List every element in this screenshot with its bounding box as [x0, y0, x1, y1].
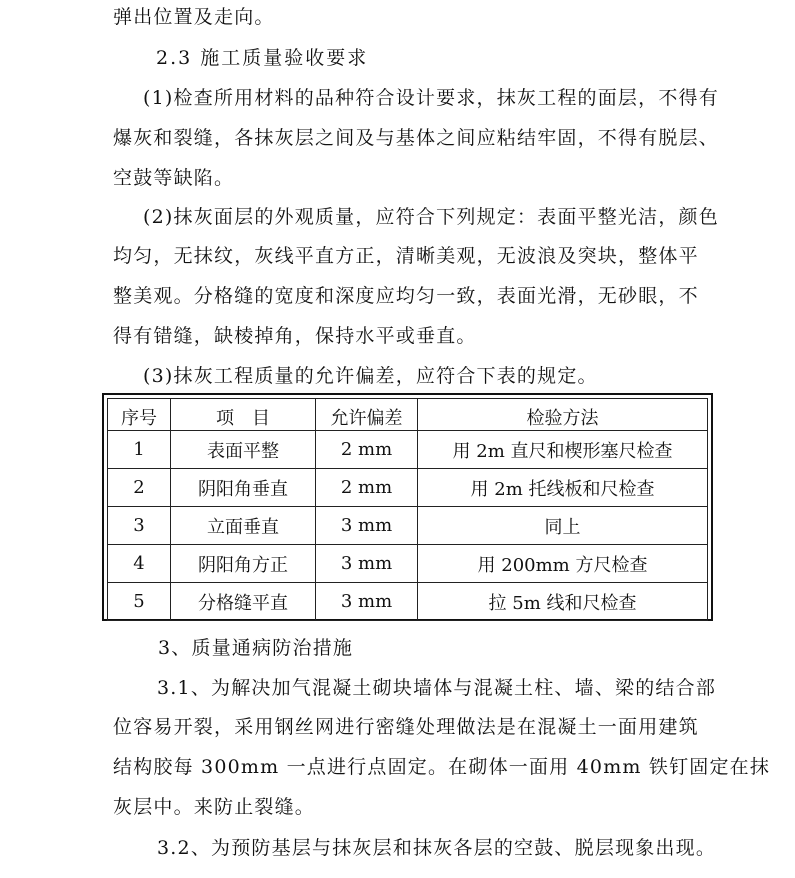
section-heading-2-3: 2.3 施工质量验收要求	[156, 47, 369, 69]
cell-method: 用 2m 托线板和尺检查	[418, 469, 708, 507]
cell-item: 阴阳角垂直	[171, 469, 316, 507]
table-row	[108, 545, 708, 583]
paragraph-3-1-line-4: 灰层中。来防止裂缝。	[113, 796, 316, 818]
paragraph-3: (3)抹灰工程质量的允许偏差，应符合下表的规定。	[143, 365, 598, 387]
cell-item: 立面垂直	[171, 507, 316, 545]
cell-tolerance: 2 mm	[316, 431, 418, 469]
table-row	[108, 507, 708, 545]
cell-method: 同上	[418, 507, 708, 545]
cell-tolerance: 3 mm	[316, 545, 418, 583]
cell-no: 5	[108, 583, 171, 621]
paragraph-2-line-4: 得有错缝，缺棱掉角，保持水平或垂直。	[113, 325, 477, 347]
paragraph-fragment: 弹出位置及走向。	[113, 6, 275, 28]
paragraph-1-line-2: 爆灰和裂缝，各抹灰层之间及与基体之间应粘结牢固，不得有脱层、	[113, 127, 720, 149]
table-row	[108, 469, 708, 507]
cell-method: 用 2m 直尺和楔形塞尺检查	[418, 431, 708, 469]
cell-no: 2	[108, 469, 171, 507]
header-no: 序号	[108, 399, 171, 431]
cell-no: 4	[108, 545, 171, 583]
cell-method: 用 200mm 方尺检查	[418, 545, 708, 583]
paragraph-3-1-line-2: 位容易开裂，采用钢丝网进行密缝处理做法是在混凝土一面用建筑	[113, 716, 699, 738]
paragraph-2-line-1: (2)抹灰面层的外观质量，应符合下列规定：表面平整光洁，颜色	[143, 206, 719, 228]
header-method: 检验方法	[418, 399, 708, 431]
cell-no: 1	[108, 431, 171, 469]
paragraph-1-line-1: (1)检查所用材料的品种符合设计要求，抹灰工程的面层，不得有	[143, 87, 719, 109]
section-heading-3: 3、质量通病防治措施	[158, 637, 354, 659]
cell-item: 分格缝平直	[171, 583, 316, 621]
paragraph-1-line-3: 空鼓等缺陷。	[113, 167, 235, 189]
table-header-row	[108, 399, 708, 431]
tolerance-table-frame	[102, 393, 713, 621]
paragraph-3-2-line-1: 3.2、为预防基层与抹灰层和抹灰各层的空鼓、脱层现象出现。	[157, 837, 717, 859]
paragraph-3-1-line-1: 3.1、为解决加气混凝土砌块墙体与混凝土柱、墙、梁的结合部	[157, 677, 717, 699]
header-tolerance: 允许偏差	[316, 399, 418, 431]
header-item: 项 目	[171, 399, 316, 431]
table-row	[108, 583, 708, 621]
table-row	[108, 431, 708, 469]
tolerance-table	[107, 398, 708, 621]
cell-tolerance: 3 mm	[316, 507, 418, 545]
cell-item: 阴阳角方正	[171, 545, 316, 583]
cell-no: 3	[108, 507, 171, 545]
cell-tolerance: 2 mm	[316, 469, 418, 507]
cell-method: 拉 5m 线和尺检查	[418, 583, 708, 621]
paragraph-3-1-line-3: 结构胶每 300mm 一点进行点固定。在砌体一面用 40mm 铁钉固定在抹	[113, 756, 771, 778]
cell-tolerance: 3 mm	[316, 583, 418, 621]
paragraph-2-line-2: 均匀，无抹纹，灰线平直方正，清晰美观，无波浪及突块，整体平	[113, 245, 699, 267]
paragraph-2-line-3: 整美观。分格缝的宽度和深度应均匀一致，表面光滑，无砂眼，不	[113, 285, 699, 307]
cell-item: 表面平整	[171, 431, 316, 469]
